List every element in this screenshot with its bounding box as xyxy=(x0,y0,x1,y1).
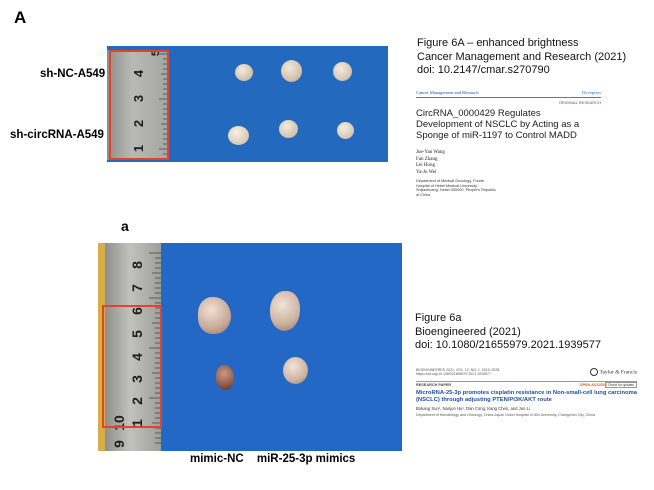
journal-year: Cancer Management and Research (2021) xyxy=(417,50,627,63)
panel-letter-A: A xyxy=(14,8,27,27)
tumor-photo-a xyxy=(98,243,402,451)
ruler-number: 1 xyxy=(128,419,145,427)
tumor xyxy=(198,297,231,334)
caption-mimic-nc: mimic-NC xyxy=(190,453,244,465)
thumb-authors: Jue-Yan Wang Fan Zhang Lei Hong Ya-Ju Wei xyxy=(416,150,445,175)
thumb-journal: Cancer Management and Research xyxy=(416,90,479,95)
ruler-number: 5 xyxy=(128,330,145,338)
tumor-photo-A xyxy=(107,46,388,162)
thumb-affiliation: Department of Medical Oncology, Fourth Hospital of Hebei Medical University, Shijiazhuang, Hebei 050000, People's Republic of China xyxy=(416,179,496,197)
tumor xyxy=(283,357,308,384)
highlight-box xyxy=(109,50,169,160)
thumb-divider xyxy=(416,381,637,382)
thumb-affiliation: Department of Hematology and Oncology, China-Japan Union Hospital of Jilin University, Changchun City, China xyxy=(416,413,595,417)
reference-block-A xyxy=(417,37,626,78)
thumb-publisher: Dovepress xyxy=(582,90,601,95)
ruler-number: 4 xyxy=(131,69,147,78)
ruler-number: 1 xyxy=(131,144,147,153)
highlight-box xyxy=(102,305,162,428)
thumb-article-type: RESEARCH PAPER xyxy=(416,383,452,387)
reference-block-B xyxy=(415,312,601,353)
ruler-number: 2 xyxy=(131,119,147,128)
tumor xyxy=(333,62,352,81)
tumor xyxy=(337,122,354,139)
panel-letter-a: a xyxy=(121,218,129,234)
doi: doi: 10.1080/21655979.2021.1939577 xyxy=(415,339,601,351)
ruler-number: 8 xyxy=(128,261,145,269)
tumor xyxy=(235,64,253,81)
row-label-sh-circrna: sh-circRNA-A549 xyxy=(10,129,104,141)
thumb-divider xyxy=(416,97,601,98)
ruler-number: 9 xyxy=(110,440,127,448)
publisher-logo-icon xyxy=(590,368,598,376)
tumor xyxy=(279,120,298,138)
tumor xyxy=(216,365,234,390)
paper-thumbnail-B xyxy=(416,368,637,428)
tumor xyxy=(281,60,302,82)
photo-captions xyxy=(190,453,365,465)
paper-thumbnail-A xyxy=(416,90,601,210)
figure-label: Figure 6a xyxy=(415,312,462,324)
doi: doi: 10.2147/cmar.s270790 xyxy=(417,64,550,76)
caption-mir-mimics: miR-25-3p mimics xyxy=(256,453,356,465)
thumb-meta: BIOENGINEERED 2021, VOL. 12, NO. 1, 3219–3228 https://doi.org/10.1080/21655979.2021.1939577 xyxy=(416,368,500,377)
ruler-number: 3 xyxy=(128,375,145,383)
tumor xyxy=(228,126,249,145)
open-access-badge: OPEN ACCESS xyxy=(579,383,607,387)
ruler-number: 5 xyxy=(150,49,163,57)
ruler-number: 10 xyxy=(110,415,127,431)
ruler-number: 4 xyxy=(128,353,145,361)
thumb-authors: Bokang Sun¹, Nanjun Hu¹, Dan Cong, Kang Chen, and Jun Li xyxy=(416,406,530,411)
thumb-title: CircRNA_0000429 Regulates Development of NSCLC by Acting as a Sponge of miR-1197 to Control MADD xyxy=(416,108,580,141)
check-updates-badge: Check for updates xyxy=(605,382,637,388)
thumb-title: MicroRNA-25-3p promotes cisplatin resistance in Non-small-cell lung carcinoma (NSCLC) through adjusting PTEN/PI3K/AKT route xyxy=(416,390,637,403)
tumor xyxy=(270,291,300,331)
row-label-sh-nc: sh-NC-A549 xyxy=(40,68,106,80)
ruler-number: 3 xyxy=(131,94,147,103)
ruler-number: 2 xyxy=(128,397,145,405)
thumb-publisher: Taylor & Francis xyxy=(590,368,638,376)
figure-label: Figure 6A – enhanced brightness xyxy=(417,37,579,49)
journal-year: Bioengineered (2021) xyxy=(415,325,521,338)
ruler-number: 7 xyxy=(128,284,145,292)
thumb-article-type: ORIGINAL RESEARCH xyxy=(558,100,601,105)
ruler-number: 6 xyxy=(128,307,145,315)
